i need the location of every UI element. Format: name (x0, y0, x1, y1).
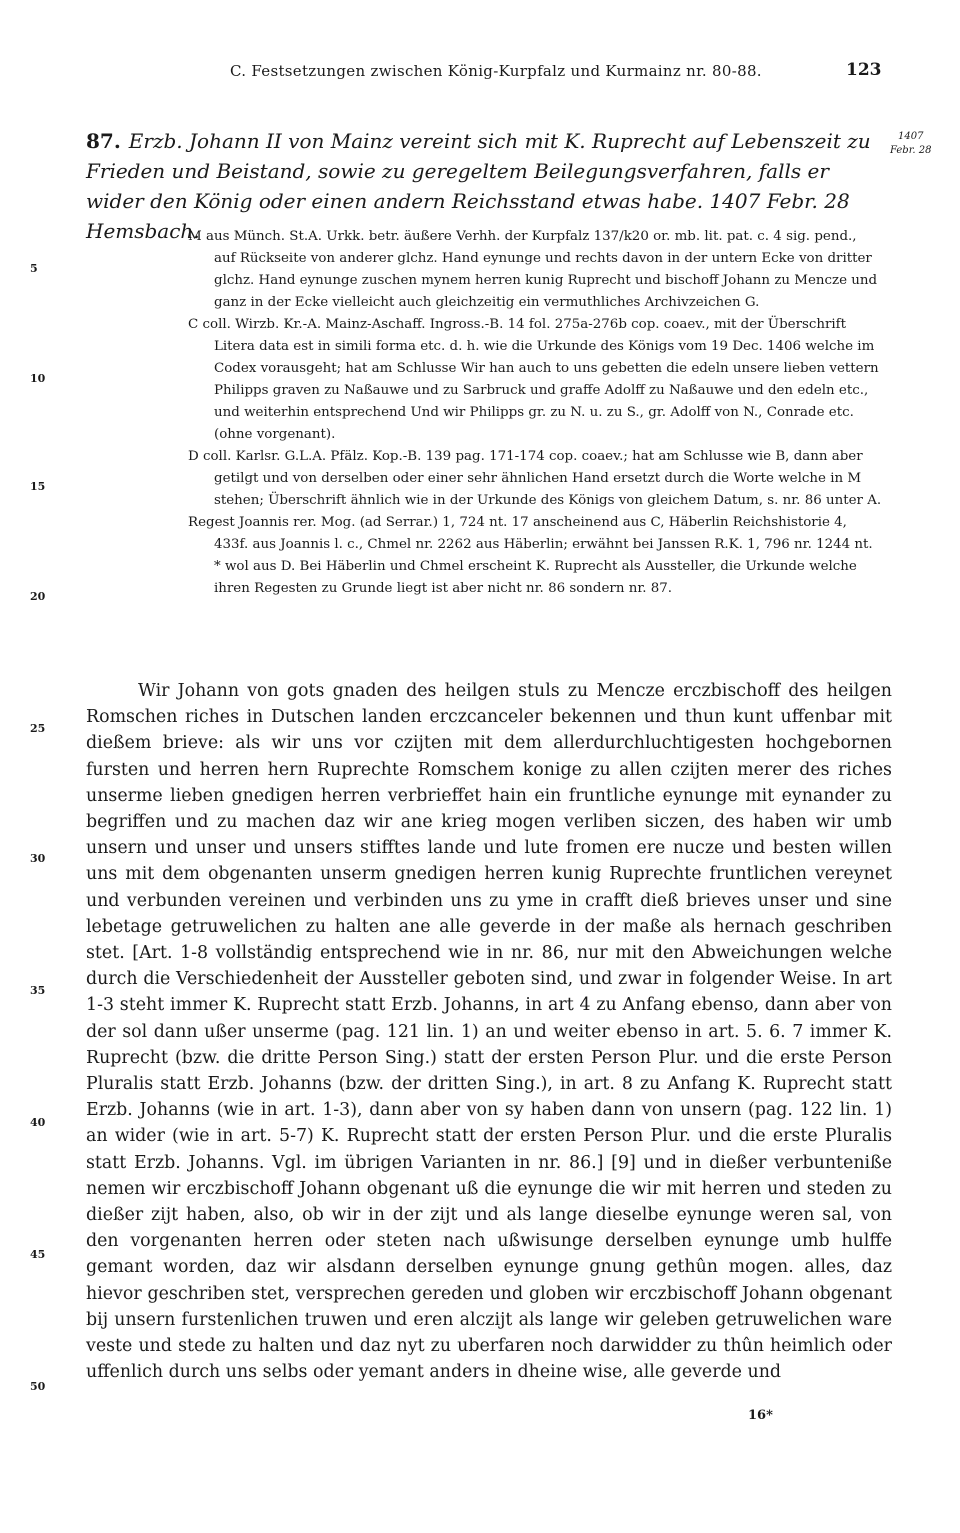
critical-apparatus (188, 226, 882, 600)
line-number: 5 (30, 262, 38, 275)
running-head: C. Festsetzungen zwischen König-Kurpfalz und Kurmainz nr. 80-88. (230, 62, 762, 80)
line-number: 35 (30, 984, 46, 997)
margin-date-year: 1407 (898, 131, 924, 142)
line-number: 25 (30, 722, 46, 735)
margin-date (890, 130, 931, 158)
line-number: 40 (30, 1116, 46, 1129)
document-title: Erzb. Johann II von Mainz vereint sich mit K. Ruprecht auf Lebenszeit zu Frieden und Beistand, sowie zu geregeltem Beilegungsverfahren, falls er wider den König oder einen andern Reichsstand etwas habe. 1407 Febr. 28 Hemsbach. (86, 129, 871, 243)
main-paragraph: Wir Johann von gots gnaden des heilgen stuls zu Mencze erczbischoff des heilgen Romschen riches in Dutschen landen erczcanceler bekennen und thun kunt uffenbar mit dießem brieve: als wir uns vor czijten mit dem allerdurchluchtigesten hochgebornen fursten und herren hern Ruprechte Romschem konige zu allen czijten merer des riches unserme lieben gnedigen herren verbrieffet hain ein fruntliche eynunge mit eynander zu begriffen und zu machen daz wir ane krieg mogen verliben siczen, des haben wir umb unsern und unser und unsers stifftes lande und lute fromen ere nucze und besten willen uns mit dem obgenanten unserm gnedigen herren kunig Ruprechte fruntlichen vereynet und verbunden vereinen und verbinden uns zu yme in crafft dieß brieves unser und sine lebetage getruwelichen zu halten ane alle geverde in der maße als hernach geschriben stet. [Art. 1-8 vollständig entsprechend wie in nr. 86, nur mit den Abweichungen welche durch die Verschiedenheit der Aussteller geboten sind, und zwar in folgender Weise. In art 1-3 steht immer K. Ruprecht statt Erzb. Johanns, in art 4 zu Anfang ebenso, dann aber von der sol dann ußer unserme (pag. 121 lin. 1) an und weiter ebenso in art. 5. 6. 7 immer K. Ruprecht (bzw. die dritte Person Sing.) statt der ersten Person Plur. und die erste Person Pluralis statt Erzb. Johanns (bzw. der dritten Sing.), in art. 8 zu Anfang K. Ruprecht statt Erzb. Johanns (wie in art. 1-3), dann aber von sy haben dann von unsern (pag. 122 lin. 1) an wider (wie in art. 5-7) K. Ruprecht statt der ersten Person Plur. und die erste Pluralis statt Erzb. Johanns. Vgl. im übrigen Varianten in nr. 86.] [9] und in dießer verbunteniße nemen wir erczbischoff Johann obgenant uß die eynunge die wir mit herren und steden zu dießer zijt haben, also, ob wir in der zijt und als lange dieselbe eynunge weren sal, von den vorgenanten herren oder steten nach ußwisunge derselben eynunge umb hulffe gemant worden, daz wir alsdann derselben eynunge gnung gethûn mogen. alles, daz hievor geschriben stet, versprechen gereden und globen wir erczbischoff Johann obgenant bij unsern furstenlichen truwen und eren alczijt als lange wir geleben getruwelichen ware veste und stede zu halten und daz nyt zu uberfaren noch darwidder zu thûn heimlich oder uffenlich durch uns selbs oder yemant anders in dheine wise, alle geverde und (86, 681, 892, 1383)
line-number: 45 (30, 1248, 46, 1261)
apparatus-entry: Regest Joannis rer. Mog. (ad Serrar.) 1, 724 nt. 17 anscheinend aus C, Häberlin Reichshistorie 4, 433f. aus Joannis l. c., Chmel nr. 2262 aus Häberlin; erwähnt bei Janssen R.K. 1, 796 nr. 1244 nt. * wol aus D. Bei Häberlin und Chmel erscheint K. Ruprecht als Aussteller, die Urkunde welche ihren Regesten zu Grunde liegt ist aber nicht nr. 86 sondern nr. 87. (188, 515, 873, 596)
signature-mark: 16* (748, 1408, 773, 1423)
apparatus-entry: C coll. Wirzb. Kr.-A. Mainz-Aschaff. Ingross.-B. 14 fol. 275a-276b cop. coaev., mit der Überschrift Litera data est in simili forma etc. d. h. wie die Urkunde des Königs vom 19 Dec. 1406 welche im Codex vorausgeht; hat am Schlusse Wir han auch to uns gebetten die edeln unsere lieben vettern Philipps graven zu Naßauwe und zu Sarbruck und graffe Adolff zu Naßauwe und den edeln etc., und weiterhin entsprechend Und wir Philipps gr. zu N. u. zu S., gr. Adolff von N., Conrade etc. (ohne vorgenant). (188, 317, 879, 442)
line-number: 20 (30, 590, 46, 603)
document-number: 87. (86, 129, 121, 153)
apparatus-entry: D coll. Karlsr. G.L.A. Pfälz. Kop.-B. 139 pag. 171-174 cop. coaev.; hat am Schlusse wie B, dann aber getilgt und von derselben oder einer sehr ähnlichen Hand ersetzt durch die Worte welche in M stehen; Überschrift ähnlich wie in der Urkunde des Königs von gleichem Datum, s. nr. 86 unter A. (188, 449, 882, 508)
line-number: 15 (30, 480, 46, 493)
apparatus-entry: M aus Münch. St.A. Urkk. betr. äußere Verhh. der Kurpfalz 137/k20 or. mb. lit. pat. c. 4 sig. pend., auf Rückseite von anderer glchz. Hand eynunge und rechts davon in der untern Ecke von dritter glchz. Hand eynunge zuschen mynem herren kunig Ruprecht und bischoff Johann zu Mencze und ganz in der Ecke vielleicht auch gleichzeitig ein vermuthliches Archivzeichen G. (188, 229, 878, 310)
page-number: 123 (846, 60, 882, 80)
line-number: 30 (30, 852, 46, 865)
line-number: 50 (30, 1380, 46, 1393)
margin-date-day: Febr. 28 (890, 145, 932, 156)
line-number: 10 (30, 372, 46, 385)
document-text (86, 678, 892, 1385)
